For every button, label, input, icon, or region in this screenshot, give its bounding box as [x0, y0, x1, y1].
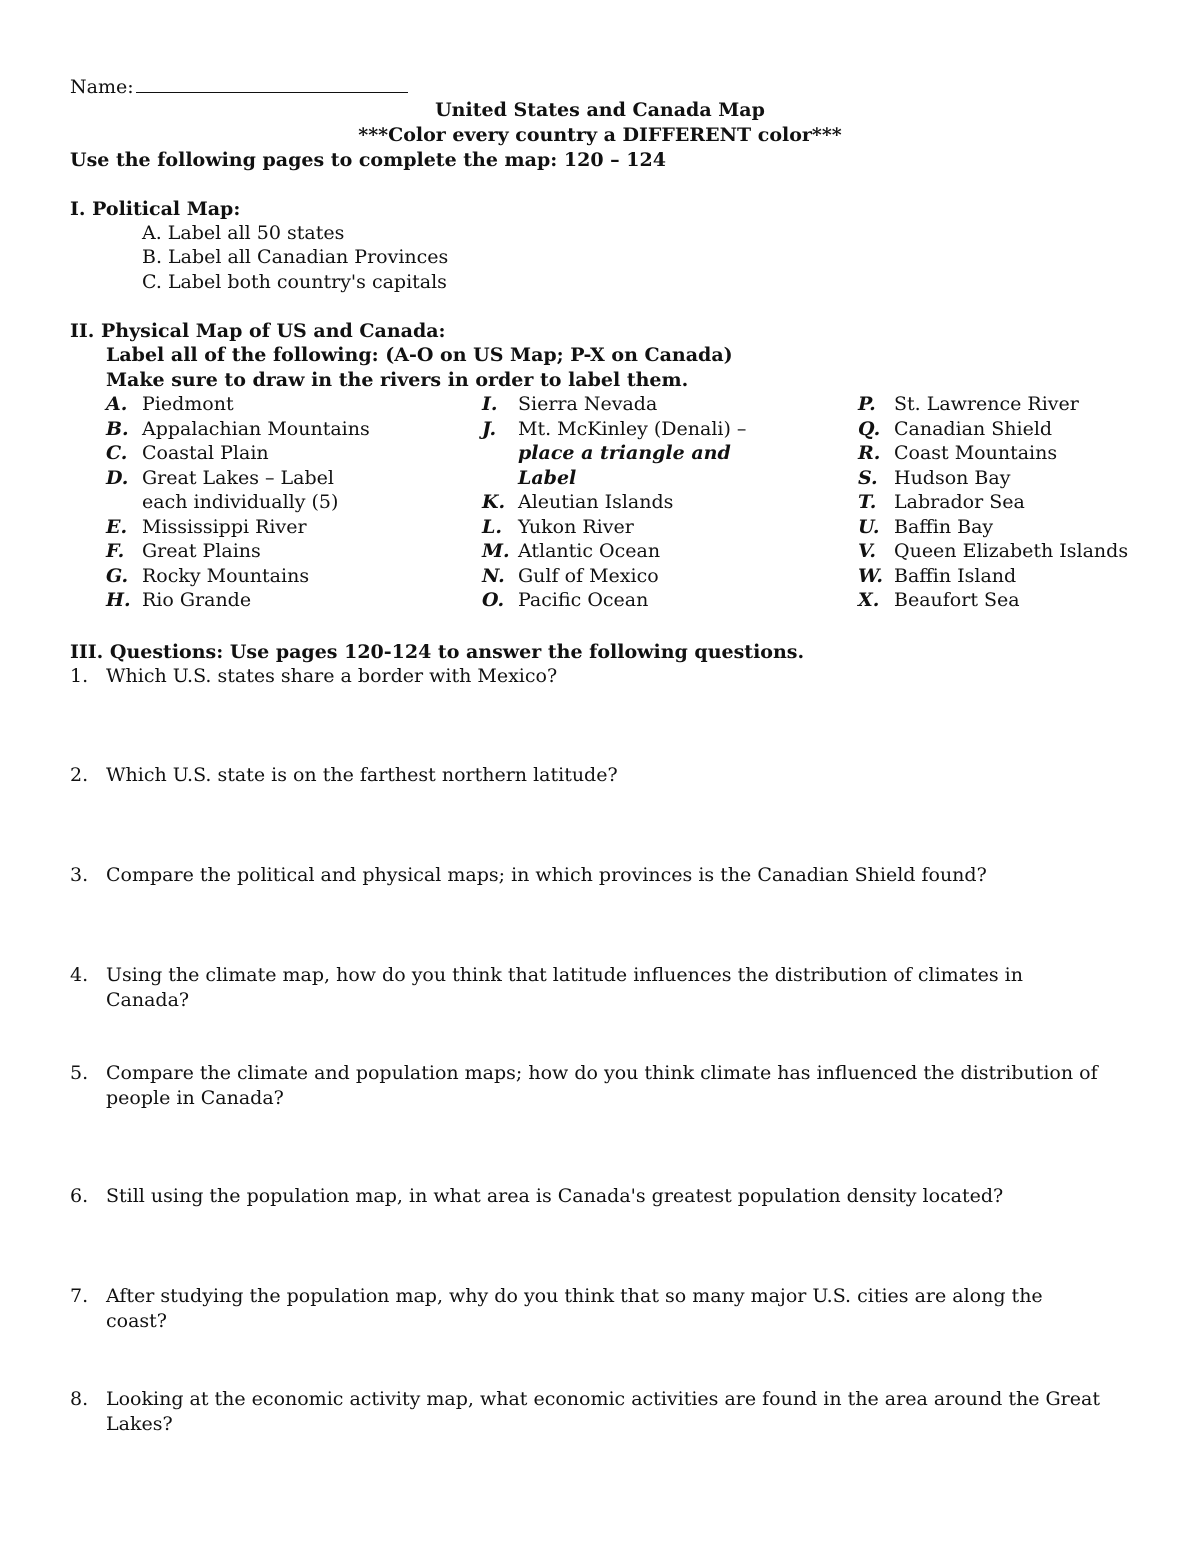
- section1-item: B. Label all Canadian Provinces: [142, 246, 449, 268]
- list-item: E. Mississippi River: [106, 515, 307, 538]
- question-number: 8.: [70, 1388, 89, 1410]
- list-item: P. St. Lawrence River: [858, 393, 1079, 415]
- question-number: 3.: [70, 864, 89, 886]
- section1-heading: I. Political Map:: [70, 198, 241, 220]
- question-number: 2.: [70, 764, 89, 786]
- list-item: N. Gulf of Mexico: [482, 564, 659, 587]
- question-text: Looking at the economic activity map, what economic activities are found in the area around the Great Lakes?: [106, 1388, 1100, 1435]
- question-text: After studying the population map, why do you think that so many major U.S. cities are along the coast?: [106, 1285, 1043, 1332]
- pages-instruction: Use the following pages to complete the map: 120 – 124: [70, 149, 666, 171]
- list-item: J. Mt. McKinley (Denali) –: [482, 417, 747, 440]
- question-number: 7.: [70, 1285, 89, 1307]
- question-number: 4.: [70, 964, 89, 986]
- list-item-continuation: place a triangle and: [518, 442, 731, 464]
- list-item: S. Hudson Bay: [858, 466, 1011, 489]
- section2-heading: II. Physical Map of US and Canada:: [70, 320, 446, 342]
- list-item: T. Labrador Sea: [858, 491, 1025, 513]
- list-item: O. Pacific Ocean: [482, 589, 649, 611]
- list-item: L. Yukon River: [482, 515, 634, 538]
- section1-item: C. Label both country's capitals: [142, 271, 447, 293]
- question-number: 1.: [70, 665, 89, 687]
- list-item: Q. Canadian Shield: [858, 417, 1053, 440]
- list-item: I. Sierra Nevada: [482, 393, 658, 415]
- list-item: A. Piedmont: [106, 393, 234, 415]
- list-item: D. Great Lakes – Label: [106, 466, 334, 489]
- section2-instruction: Make sure to draw in the rivers in order to label them.: [106, 369, 689, 391]
- page-title: United States and Canada Map: [435, 99, 765, 121]
- name-blank-line[interactable]: [136, 74, 408, 93]
- question-text: Compare the climate and population maps; how do you think climate has influenced the distribution of people in Canada?: [106, 1062, 1098, 1109]
- section3-heading: III. Questions: Use pages 120-124 to answer the following questions.: [70, 641, 805, 663]
- list-item: F. Great Plains: [106, 540, 261, 562]
- list-item: H. Rio Grande: [106, 589, 252, 611]
- list-item: R. Coast Mountains: [858, 442, 1058, 464]
- list-item: B. Appalachian Mountains: [106, 417, 370, 440]
- question-text: Using the climate map, how do you think that latitude influences the distribution of climates in Canada?: [106, 964, 1023, 1011]
- question-number: 5.: [70, 1062, 89, 1084]
- list-item: C. Coastal Plain: [106, 442, 269, 464]
- list-item: W. Baffin Island: [858, 564, 1017, 587]
- page-subtitle: ***Color every country a DIFFERENT color***: [358, 124, 842, 146]
- list-item: U. Baffin Bay: [858, 515, 994, 538]
- list-item: M. Atlantic Ocean: [482, 540, 661, 562]
- list-item: G. Rocky Mountains: [106, 564, 310, 587]
- question-text: Still using the population map, in what area is Canada's greatest population density located?: [106, 1185, 1004, 1207]
- list-item-continuation: Label: [518, 466, 577, 489]
- label-list-canada: [858, 392, 1128, 613]
- question-text: Which U.S. states share a border with Mexico?: [106, 665, 558, 687]
- question-text: Which U.S. state is on the farthest northern latitude?: [106, 764, 618, 786]
- list-item-continuation: each individually (5): [142, 491, 339, 513]
- list-item: K. Aleutian Islands: [482, 491, 674, 513]
- label-list-us-1: [106, 392, 370, 613]
- list-item: V. Queen Elizabeth Islands: [858, 540, 1129, 562]
- name-label: Name:: [70, 76, 134, 98]
- label-list-us-2: [482, 392, 746, 613]
- question-number: 6.: [70, 1185, 89, 1207]
- section1-item: A. Label all 50 states: [142, 222, 345, 244]
- question-text: Compare the political and physical maps; in which provinces is the Canadian Shield found?: [106, 864, 987, 886]
- section2-instruction: Label all of the following: (A-O on US Map; P-X on Canada): [106, 344, 733, 366]
- list-item: X. Beaufort Sea: [858, 589, 1020, 611]
- name-field: [70, 74, 408, 100]
